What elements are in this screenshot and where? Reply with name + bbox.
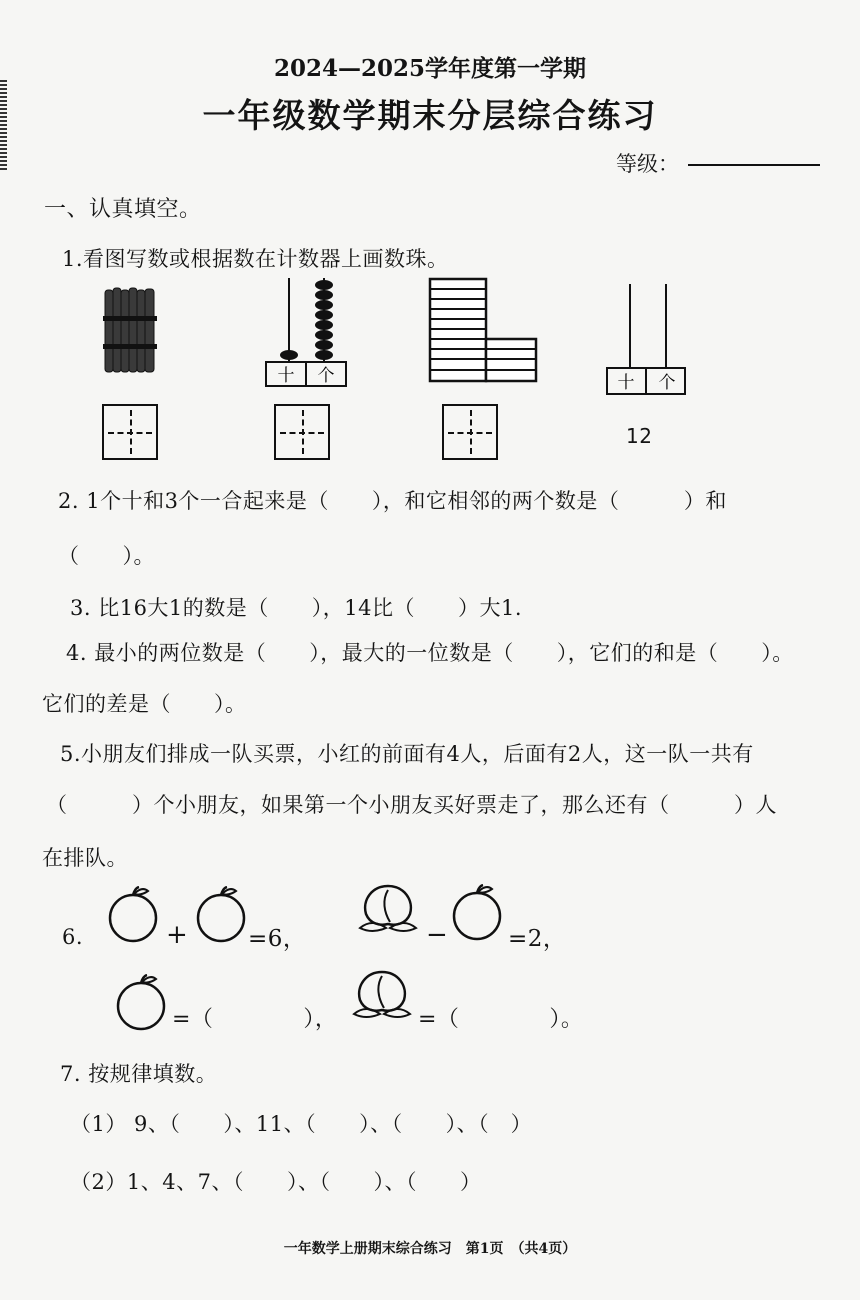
abacus-counter xyxy=(262,276,352,390)
abacus-tens-label: 十 xyxy=(277,366,295,386)
grade-label: 等级： xyxy=(616,152,679,176)
question-5-line-2: （ ）个小朋友，如果第一个小朋友买好票走了，那么还有（ ）人 xyxy=(46,793,777,817)
question-2-line-2: （ ）。 xyxy=(58,544,155,568)
page-footer: 一年数学上册期末综合练习 第1页 （共4页） xyxy=(283,1241,577,1257)
apple-icon xyxy=(192,886,250,944)
equation-2-result: =2， xyxy=(508,926,567,952)
question-5-line-1: 5.小朋友们排成一队买票，小红的前面有4人，后面有2人，这一队一共有 xyxy=(60,742,754,766)
question-7: 7. 按规律填数。 xyxy=(60,1062,218,1086)
question-4-line-2: 它们的差是（ ）。 xyxy=(42,692,247,716)
apple-icon xyxy=(104,886,162,944)
peach-icon xyxy=(354,878,422,938)
empty-abacus[interactable] xyxy=(604,282,688,396)
empty-abacus-ones-label: 个 xyxy=(658,373,676,393)
grade-blank[interactable] xyxy=(688,164,820,166)
question-5-line-3: 在排队。 xyxy=(42,846,128,870)
answer-box-3[interactable] xyxy=(442,404,498,460)
equation-1-result: =6， xyxy=(248,926,307,952)
question-6-number: 6. xyxy=(62,925,84,949)
question-1: 1.看图写数或根据数在计数器上画数珠。 xyxy=(62,247,449,271)
plus-sign: + xyxy=(166,920,189,950)
empty-abacus-tens-label: 十 xyxy=(617,373,635,393)
page-title: 一年级数学期末分层综合练习 xyxy=(202,96,658,135)
apple-icon xyxy=(448,884,506,942)
given-number: 12 xyxy=(626,424,653,448)
answer-box-2[interactable] xyxy=(274,404,330,460)
school-year: 2024—2025学年度第一学期 xyxy=(273,55,587,82)
ten-blocks-figure xyxy=(426,276,540,386)
peach-icon xyxy=(348,964,416,1024)
abacus-ones-label: 个 xyxy=(317,366,335,386)
sequence-2: （2）1、4、7、（ ）、（ ）、（ ） xyxy=(70,1170,482,1194)
stick-bundle-icon xyxy=(100,286,162,376)
minus-sign: − xyxy=(426,920,449,950)
peach-answer: =（ ）。 xyxy=(418,1007,584,1032)
apple-answer: =（ ）， xyxy=(172,1007,338,1032)
section-heading: 一、认真填空。 xyxy=(44,197,202,222)
sequence-1: （1） 9、（ ）、11、（ ）、（ ）、（ ） xyxy=(70,1112,533,1136)
apple-icon xyxy=(112,974,170,1032)
answer-box-1[interactable] xyxy=(102,404,158,460)
question-2-line-1: 2. 1个十和3个一合起来是（ ），和它相邻的两个数是（ ）和 xyxy=(58,489,727,513)
tens-bead xyxy=(280,350,298,360)
ones-beads xyxy=(315,280,333,360)
question-4-line-1: 4. 最小的两位数是（ ），最大的一位数是（ ），它们的和是（ ）。 xyxy=(66,641,794,665)
question-3: 3. 比16大1的数是（ ），14比（ ）大1. xyxy=(70,596,523,620)
